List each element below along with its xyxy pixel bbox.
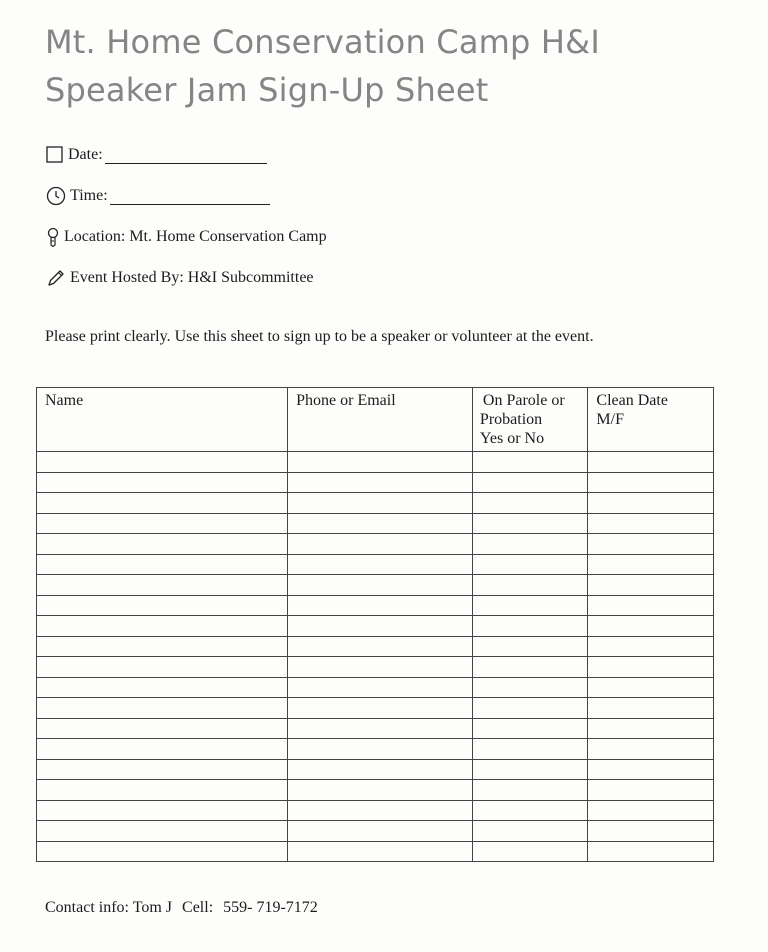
parole-cell[interactable] <box>472 657 588 678</box>
name-cell[interactable] <box>37 554 288 575</box>
instructions-text: Please print clearly. Use this sheet to sign up to be a speaker or volunteer at the event. <box>45 328 594 345</box>
parole-cell[interactable] <box>472 780 588 801</box>
table-row <box>37 759 714 780</box>
pencil-icon <box>46 268 66 288</box>
table-row <box>37 677 714 698</box>
table-row <box>37 493 714 514</box>
contact-cell[interactable] <box>288 718 473 739</box>
clean-date-cell[interactable] <box>588 800 714 821</box>
contact-cell[interactable] <box>288 821 473 842</box>
date-field[interactable] <box>105 147 267 164</box>
parole-cell[interactable] <box>472 616 588 637</box>
clean-date-cell[interactable] <box>588 452 714 473</box>
name-cell[interactable] <box>37 493 288 514</box>
name-cell[interactable] <box>37 841 288 862</box>
table-row <box>37 821 714 842</box>
table-row <box>37 739 714 760</box>
header-parole-line-2: Probation <box>479 411 543 428</box>
page-title <box>45 18 600 114</box>
contact-cell[interactable] <box>288 513 473 534</box>
name-cell[interactable] <box>37 759 288 780</box>
parole-cell[interactable] <box>472 759 588 780</box>
parole-cell[interactable] <box>472 575 588 596</box>
contact-cell[interactable] <box>288 472 473 493</box>
parole-cell[interactable] <box>472 595 588 616</box>
header-parole <box>472 388 588 452</box>
table-row <box>37 554 714 575</box>
table-row <box>37 472 714 493</box>
header-clean-date <box>588 388 714 452</box>
parole-cell[interactable] <box>472 513 588 534</box>
clean-date-cell[interactable] <box>588 616 714 637</box>
name-cell[interactable] <box>37 575 288 596</box>
contact-cell[interactable] <box>288 698 473 719</box>
clean-date-cell[interactable] <box>588 493 714 514</box>
parole-cell[interactable] <box>472 841 588 862</box>
contact-cell[interactable] <box>288 636 473 657</box>
parole-cell[interactable] <box>472 698 588 719</box>
contact-cell[interactable] <box>288 452 473 473</box>
clean-date-cell[interactable] <box>588 780 714 801</box>
clean-date-cell[interactable] <box>588 472 714 493</box>
contact-label: Contact info: Tom J <box>45 899 173 916</box>
date-label: Date: <box>68 146 103 163</box>
map-pin-icon <box>46 227 60 247</box>
header-parole-line-3: Yes or No <box>479 430 545 447</box>
table-row <box>37 513 714 534</box>
table-row <box>37 534 714 555</box>
name-cell[interactable] <box>37 780 288 801</box>
clean-date-cell[interactable] <box>588 657 714 678</box>
table-header-row <box>37 388 714 452</box>
parole-cell[interactable] <box>472 739 588 760</box>
location-text: Location: Mt. Home Conservation Camp <box>64 228 327 245</box>
parole-cell[interactable] <box>472 452 588 473</box>
contact-cell[interactable] <box>288 759 473 780</box>
contact-cell[interactable] <box>288 677 473 698</box>
contact-cell[interactable] <box>288 493 473 514</box>
table-row <box>37 698 714 719</box>
parole-cell[interactable] <box>472 554 588 575</box>
host-text: Event Hosted By: H&I Subcommittee <box>70 269 314 286</box>
contact-cell[interactable] <box>288 780 473 801</box>
name-cell[interactable] <box>37 800 288 821</box>
table-row <box>37 657 714 678</box>
name-cell[interactable] <box>37 472 288 493</box>
name-cell[interactable] <box>37 698 288 719</box>
parole-cell[interactable] <box>472 534 588 555</box>
checkbox-square-icon <box>46 146 64 164</box>
contact-cell[interactable] <box>288 841 473 862</box>
clean-date-cell[interactable] <box>588 739 714 760</box>
host-row <box>46 267 314 289</box>
contact-info <box>45 899 318 917</box>
name-cell[interactable] <box>37 718 288 739</box>
clean-date-cell[interactable] <box>588 636 714 657</box>
time-label: Time: <box>70 187 108 204</box>
time-row <box>46 185 270 207</box>
table-row <box>37 616 714 637</box>
signup-table <box>36 387 714 862</box>
table-row <box>37 595 714 616</box>
contact-cell[interactable] <box>288 554 473 575</box>
table-row <box>37 780 714 801</box>
clean-date-cell[interactable] <box>588 677 714 698</box>
clean-date-cell[interactable] <box>588 595 714 616</box>
contact-cell[interactable] <box>288 739 473 760</box>
name-cell[interactable] <box>37 677 288 698</box>
table-row <box>37 718 714 739</box>
header-name: Name <box>37 388 288 452</box>
parole-cell[interactable] <box>472 636 588 657</box>
clean-date-cell[interactable] <box>588 759 714 780</box>
location-row <box>46 226 327 248</box>
contact-cell[interactable] <box>288 575 473 596</box>
parole-cell[interactable] <box>472 493 588 514</box>
clean-date-cell[interactable] <box>588 554 714 575</box>
header-contact: Phone or Email <box>288 388 473 452</box>
contact-cell[interactable] <box>288 800 473 821</box>
table-row <box>37 452 714 473</box>
contact-cell[interactable] <box>288 616 473 637</box>
clean-date-cell[interactable] <box>588 841 714 862</box>
parole-cell[interactable] <box>472 677 588 698</box>
name-cell[interactable] <box>37 657 288 678</box>
parole-cell[interactable] <box>472 821 588 842</box>
clean-date-cell[interactable] <box>588 513 714 534</box>
clean-date-cell[interactable] <box>588 534 714 555</box>
name-cell[interactable] <box>37 595 288 616</box>
table-body <box>37 452 714 862</box>
clean-date-cell[interactable] <box>588 698 714 719</box>
title-line-2: Speaker Jam Sign-Up Sheet <box>45 71 489 109</box>
header-clean-line-2: M/F <box>596 411 624 428</box>
parole-cell[interactable] <box>472 800 588 821</box>
clean-date-cell[interactable] <box>588 575 714 596</box>
table-row <box>37 800 714 821</box>
title-line-1: Mt. Home Conservation Camp H&I <box>45 23 600 61</box>
name-cell[interactable] <box>37 616 288 637</box>
parole-cell[interactable] <box>472 472 588 493</box>
date-row <box>46 144 267 166</box>
cell-number: 559- 719-7172 <box>223 899 318 916</box>
name-cell[interactable] <box>37 821 288 842</box>
contact-cell[interactable] <box>288 657 473 678</box>
header-clean-line-1: Clean Date <box>596 392 668 409</box>
time-field[interactable] <box>110 188 270 205</box>
table-row <box>37 636 714 657</box>
table-row <box>37 575 714 596</box>
cell-label: Cell: <box>182 899 214 916</box>
name-cell[interactable] <box>37 636 288 657</box>
clean-date-cell[interactable] <box>588 718 714 739</box>
clock-icon <box>46 186 66 206</box>
name-cell[interactable] <box>37 452 288 473</box>
table-row <box>37 841 714 862</box>
contact-cell[interactable] <box>288 534 473 555</box>
parole-cell[interactable] <box>472 718 588 739</box>
contact-cell[interactable] <box>288 595 473 616</box>
header-parole-line-1: On Parole or <box>482 392 565 409</box>
clean-date-cell[interactable] <box>588 821 714 842</box>
name-cell[interactable] <box>37 513 288 534</box>
name-cell[interactable] <box>37 534 288 555</box>
name-cell[interactable] <box>37 739 288 760</box>
